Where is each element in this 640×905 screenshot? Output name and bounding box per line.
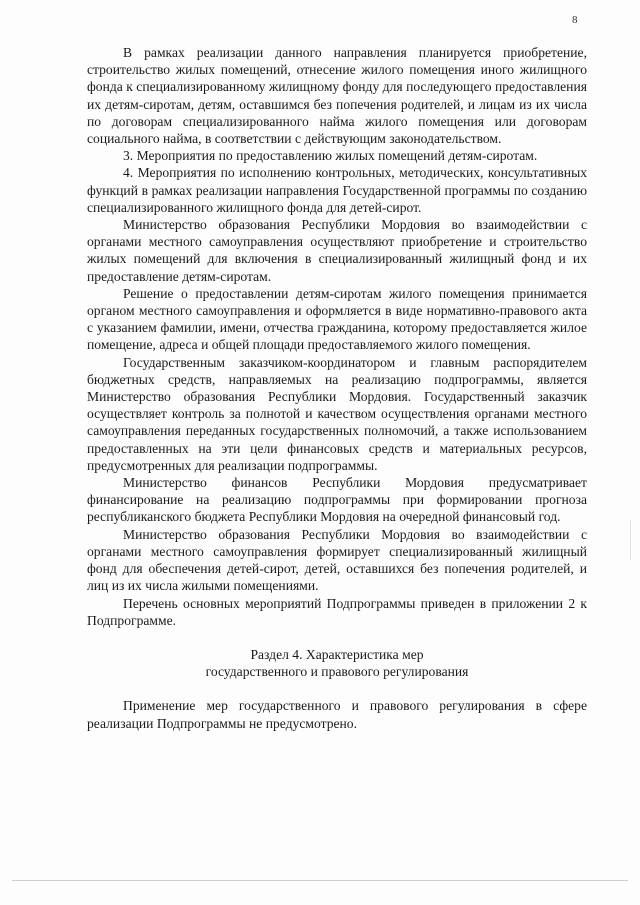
paragraph-acquisition: В рамках реализации данного направления планируется приобретение, строительство жилых помещений, отнесение жилого помещения иного жилищного фонда к специализированному жилищному фонду для последующего предоставления их детям-сиротам, детям, оставшимся без попечения родителей, и лицам из их числа по договорам специализированного найма жилого помещения или договорам социального найма, в соответствии с действующим законодательством. <box>87 45 587 147</box>
section-heading-line-1: Раздел 4. Характеристика мер <box>250 646 424 662</box>
paragraph-item-3: 3. Мероприятия по предоставлению жилых помещений детям-сиротам. <box>123 148 538 164</box>
document-body <box>87 44 587 732</box>
paragraph-state-customer: Государственным заказчиком-координатором и главным распорядителем бюджетных средств, направляемых на реализацию подпрограммы, является Министерство образования Республики Мордовия. Государственный заказчик осуществляет контроль за полнотой и качеством осуществления органами местного самоуправления переданных государственных полномочий, а также использованием предоставленных на эти цели финансовых средств и материальных ресурсов, предусмотренных для реализации подпрограммы. <box>87 354 587 473</box>
page-number: 8 <box>572 14 578 26</box>
paragraph-regulation: Применение мер государственного и правового регулирования в сфере реализации Подпрограммы не предусмотрено. <box>87 698 587 731</box>
paragraph-ministry-education: Министерство образования Республики Мордовия во взаимодействии с органами местного самоуправления осуществляют приобретение и строительство жилых помещений для включения в специализированный жилищный фонд и их предоставление детям-сиротам. <box>87 217 587 284</box>
paragraph-list-reference: Перечень основных мероприятий Подпрограммы приведен в приложении 2 к Подпрограмме. <box>87 595 587 628</box>
paragraph-housing-fund: Министерство образования Республики Мордовия во взаимодействии с органами местного самоуправления формирует специализированный жилищный фонд для обеспечения детей-сирот, детей, оставшихся без попечения родителей, и лиц из их числа жилыми помещениями. <box>87 526 587 594</box>
paragraph-decision: Решение о предоставлении детям-сиротам жилого помещения принимается органом местного самоуправления и оформляется в виде нормативно-правового акта с указанием фамилии, имени, отчества гражданина, которому предоставляется жилое помещение, адреса и общей площади предоставляемого жилого помещения. <box>87 285 587 353</box>
section-heading <box>87 646 587 680</box>
paragraph-ministry-finance: Министерство финансов Республики Мордовия предусматривает финансирование на реализацию подпрограммы при формировании прогноза республиканского бюджета Республики Мордовия на очередной финансовый год. <box>87 475 587 525</box>
scan-margin-mark <box>630 520 631 560</box>
section-heading-line-2: государственного и правового регулирования <box>205 664 469 680</box>
scan-edge-line <box>12 880 628 881</box>
paragraph-item-4: 4. Мероприятия по исполнению контрольных, методических, консультативных функций в рамках реализации направления Государственной программы по созданию специализированного жилищного фонда для детей-сирот. <box>87 165 587 215</box>
